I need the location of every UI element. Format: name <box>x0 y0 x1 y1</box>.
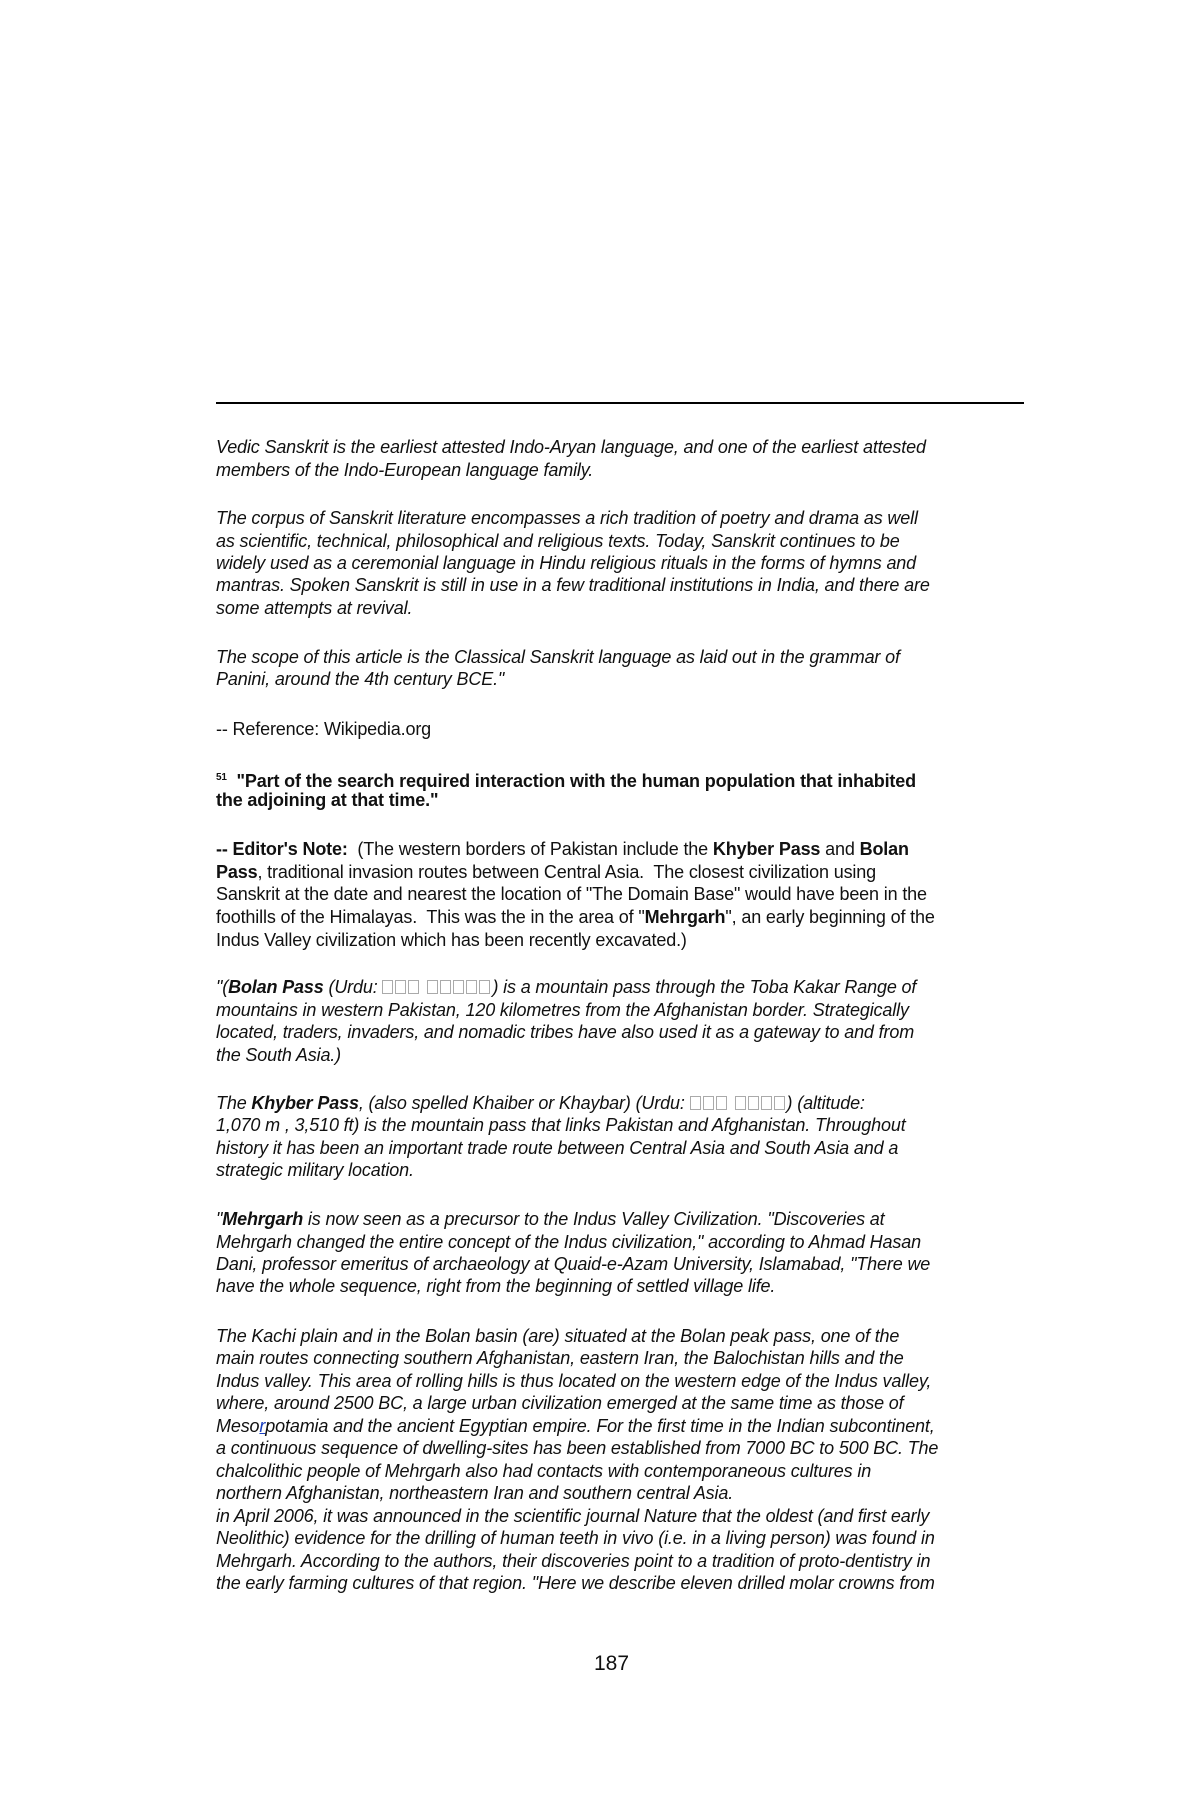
paragraph-line: members of the Indo-European language family. <box>216 460 594 480</box>
kachi-line: northern Afghanistan, northeastern Iran and southern central Asia. <box>216 1483 734 1503</box>
missing-glyph-icon <box>382 977 492 997</box>
paragraph-line: Panini, around the 4th century BCE." <box>216 669 505 689</box>
mehrgarh-line: have the whole sequence, right from the beginning of settled village life. <box>216 1276 776 1296</box>
khyber-pass-line: 1,070 m , 3,510 ft) is the mountain pass that links Pakistan and Afghanistan. Throughout <box>216 1115 906 1135</box>
paragraph-line: widely used as a ceremonial language in Hindu religious rituals in the forms of hymns and <box>216 553 917 573</box>
editor-note-line: -- Editor's Note: (The western borders of Pakistan include the Khyber Pass and Bolan <box>216 839 909 859</box>
kachi-line: Mehrgarh. According to the authors, their discoveries point to a tradition of proto-dentistry in <box>216 1551 931 1571</box>
editor-note-line: Sanskrit at the date and nearest the location of "The Domain Base" would have been in the <box>216 884 927 904</box>
missing-glyph-icon <box>690 1093 787 1113</box>
kachi-line: where, around 2500 BC, a large urban civilization emerged at the same time as those of <box>216 1393 904 1413</box>
editor-note-line: foothills of the Himalayas. This was the in the area of "Mehrgarh", an early beginning of the <box>216 907 935 927</box>
khyber-pass-line: The Khyber Pass, (also spelled Khaiber or Khaybar) (Urdu: ) (altitude: <box>216 1093 865 1113</box>
reference-line: -- Reference: Wikipedia.org <box>216 719 432 739</box>
bolan-pass-line: "(Bolan Pass (Urdu: ) is a mountain pass through the Toba Kakar Range of <box>216 977 917 997</box>
kachi-line: main routes connecting southern Afghanistan, eastern Iran, the Balochistan hills and the <box>216 1348 904 1368</box>
kachi-line: The Kachi plain and in the Bolan basin (are) situated at the Bolan peak pass, one of the <box>216 1326 900 1346</box>
footnote-text: the adjoining at that time." <box>216 790 439 810</box>
kachi-line: Neolithic) evidence for the drilling of human teeth in vivo (i.e. in a living person) was found in <box>216 1528 935 1548</box>
paragraph-line: Vedic Sanskrit is the earliest attested Indo-Aryan language, and one of the earliest attested <box>216 437 926 457</box>
editor-note-line: Indus Valley civilization which has been recently excavated.) <box>216 930 687 950</box>
kachi-line: Mesorpotamia and the ancient Egyptian empire. For the first time in the Indian subcontinent, <box>216 1416 935 1436</box>
footnote-text: "Part of the search required interaction with the human population that inhabited <box>236 771 916 791</box>
kachi-line: chalcolithic people of Mehrgarh also had contacts with contemporaneous cultures in <box>216 1461 872 1481</box>
tracked-change-mark: r <box>259 1416 266 1436</box>
paragraph-line: some attempts at revival. <box>216 598 413 618</box>
kachi-line: in April 2006, it was announced in the scientific journal Nature that the oldest (and first early <box>216 1506 930 1526</box>
bolan-pass-line: located, traders, invaders, and nomadic tribes have also used it as a gateway to and from <box>216 1022 915 1042</box>
kachi-line: Indus valley. This area of rolling hills is thus located on the western edge of the Indus valley, <box>216 1371 932 1391</box>
paragraph-line: The corpus of Sanskrit literature encompasses a rich tradition of poetry and drama as well <box>216 508 918 528</box>
mehrgarh-line: Dani, professor emeritus of archaeology at Quaid-e-Azam University, Islamabad, "There we <box>216 1254 931 1274</box>
mehrgarh-line: Mehrgarh changed the entire concept of the Indus civilization," according to Ahmad Hasan <box>216 1232 921 1252</box>
paragraph-line: as scientific, technical, philosophical and religious texts. Today, Sanskrit continues to be <box>216 531 900 551</box>
bolan-pass-line: mountains in western Pakistan, 120 kilometres from the Afghanistan border. Strategically <box>216 1000 909 1020</box>
editor-note-line: Pass, traditional invasion routes between Central Asia. The closest civilization using <box>216 862 877 882</box>
khyber-pass-line: history it has been an important trade route between Central Asia and South Asia and a <box>216 1138 899 1158</box>
page-number: 187 <box>593 1652 630 1675</box>
kachi-line: a continuous sequence of dwelling-sites has been established from 7000 BC to 500 BC. The <box>216 1438 939 1458</box>
footnote-number: 51 <box>216 772 227 783</box>
editor-note-label: -- Editor's Note: <box>216 839 348 859</box>
footnote-separator-rule <box>216 402 1024 404</box>
khyber-pass-line: strategic military location. <box>216 1160 414 1180</box>
paragraph-line: mantras. Spoken Sanskrit is still in use in a few traditional institutions in India, and there are <box>216 575 930 595</box>
mehrgarh-line: "Mehrgarh is now seen as a precursor to the Indus Valley Civilization. "Discoveries at <box>216 1209 885 1229</box>
bolan-pass-line: the South Asia.) <box>216 1045 342 1065</box>
paragraph-line: The scope of this article is the Classical Sanskrit language as laid out in the grammar of <box>216 647 900 667</box>
kachi-line: the early farming cultures of that region. "Here we describe eleven drilled molar crowns from <box>216 1573 935 1593</box>
